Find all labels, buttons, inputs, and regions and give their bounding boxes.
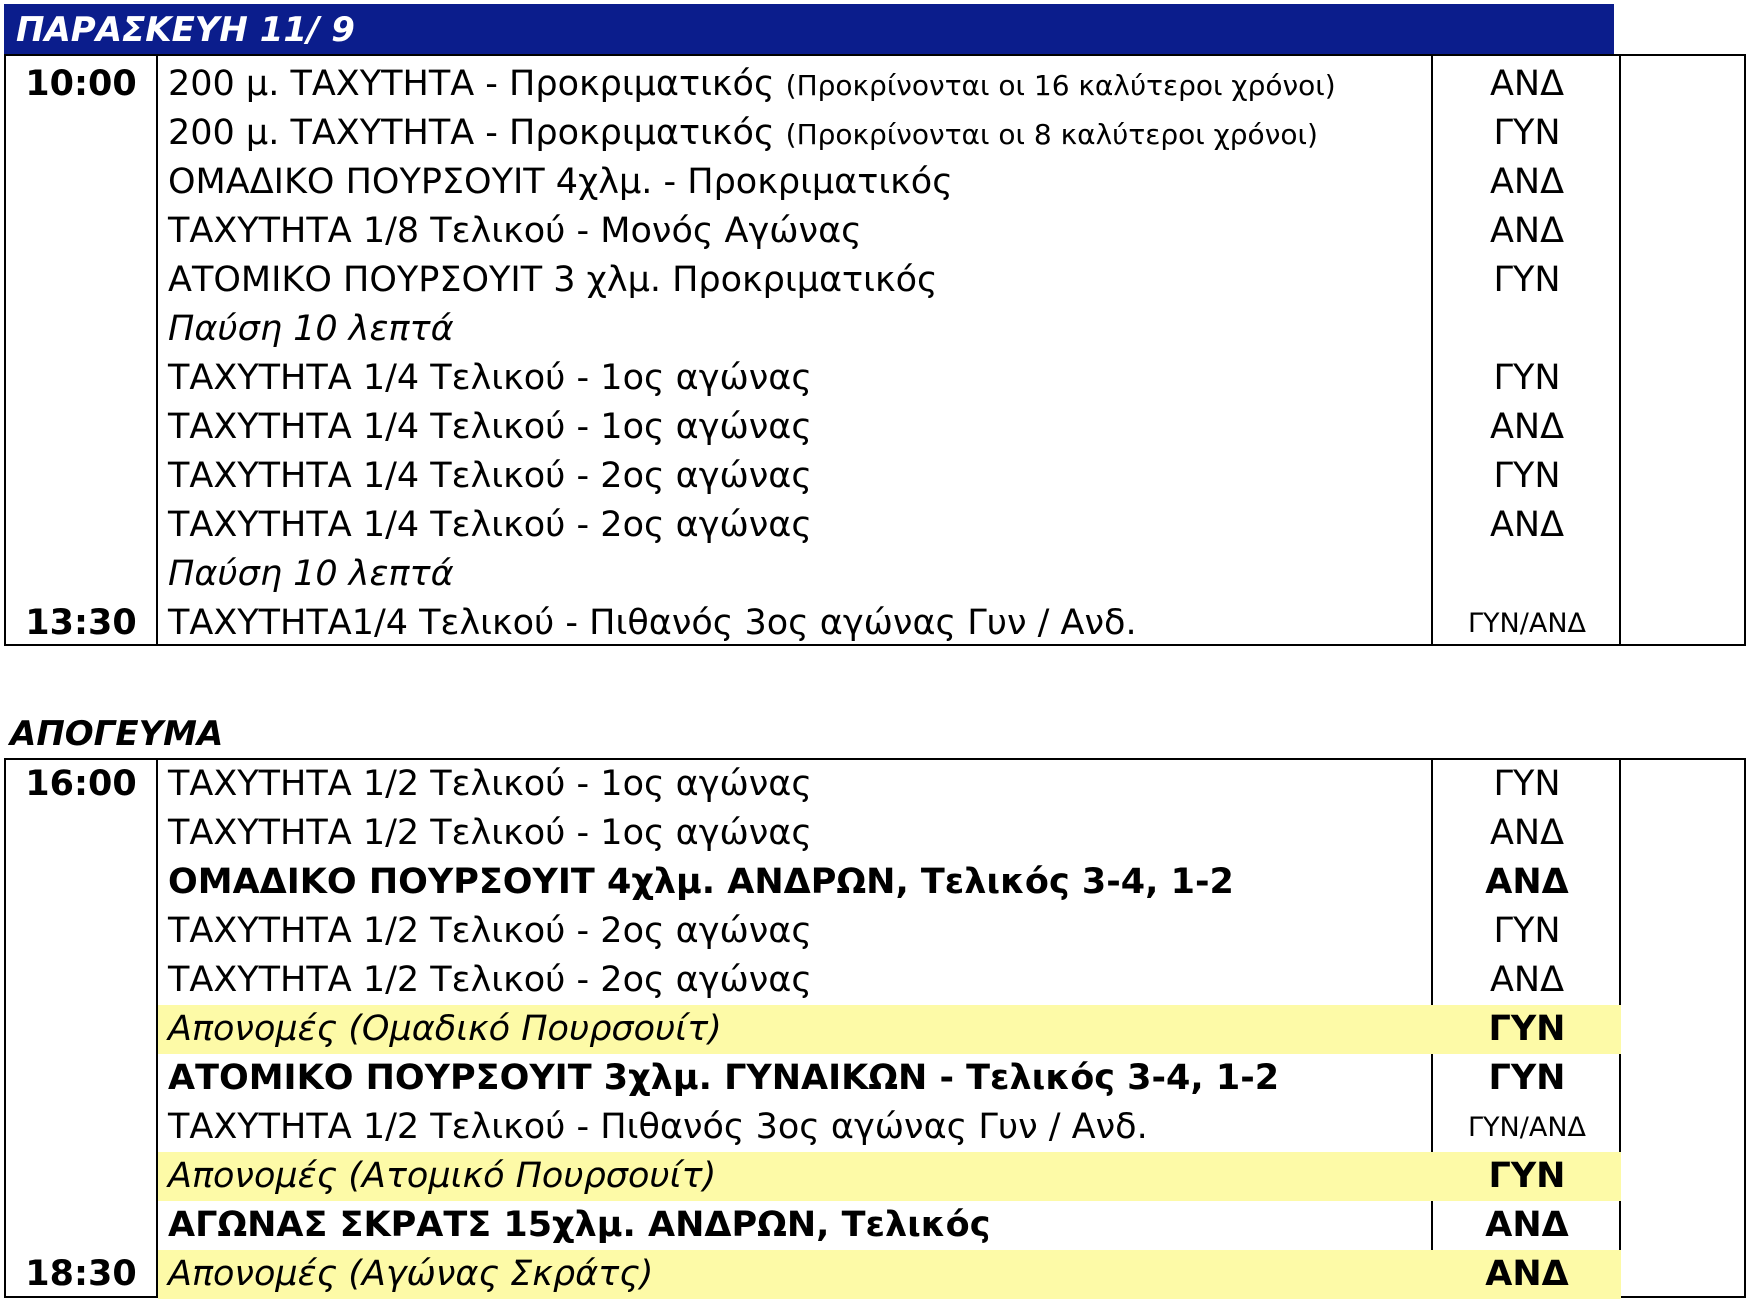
row-gender: ΓΥΝ/ΑΝΔ bbox=[1468, 608, 1586, 639]
event-text: 200 μ. ΤΑΧΥΤΗΤΑ - Προκριματικός bbox=[168, 64, 775, 104]
row-time bbox=[6, 1005, 156, 1054]
row-gender: ΓΥΝ/ΑΝΔ bbox=[1468, 1112, 1586, 1143]
row-event: Απονομές (Ομαδικό Πουρσουίτ) bbox=[158, 1005, 1433, 1054]
schedule-row bbox=[6, 599, 1744, 648]
row-time bbox=[6, 1152, 156, 1201]
row-time bbox=[6, 907, 156, 956]
row-gender: ΓΥΝ bbox=[1493, 911, 1561, 951]
schedule-row bbox=[6, 354, 1744, 403]
schedule-row bbox=[6, 907, 1744, 956]
schedule-row-awards bbox=[6, 1005, 1744, 1054]
row-gender bbox=[1433, 550, 1621, 599]
afternoon-schedule-table bbox=[4, 758, 1746, 1298]
row-gender: ΓΥΝ bbox=[1493, 260, 1561, 300]
schedule-row-final bbox=[6, 1201, 1744, 1250]
schedule-row-awards bbox=[6, 1250, 1744, 1299]
event-note: (Προκρίνονται οι 16 καλύτεροι χρόνοι) bbox=[785, 69, 1336, 102]
schedule-row bbox=[6, 501, 1744, 550]
row-event: ΤΑΧΥΤΗΤΑ1/4 Τελικού - Πιθανός 3ος αγώνας Γυν / Ανδ. bbox=[168, 603, 1137, 643]
row-gender: ΓΥΝ bbox=[1493, 358, 1561, 398]
event-text: 200 μ. ΤΑΧΥΤΗΤΑ - Προκριματικός bbox=[168, 113, 775, 153]
row-event: Παύση 10 λεπτά bbox=[168, 309, 454, 349]
row-time bbox=[6, 354, 156, 403]
row-time bbox=[6, 956, 156, 1005]
row-event: ΤΑΧΥΤΗΤΑ 1/4 Τελικού - 1ος αγώνας bbox=[168, 407, 812, 447]
row-gender: ΑΝΔ bbox=[1489, 211, 1565, 251]
row-time bbox=[6, 809, 156, 858]
row-time bbox=[6, 1054, 156, 1103]
row-gender: ΑΝΔ bbox=[1489, 64, 1565, 104]
row-gender: ΓΥΝ bbox=[1493, 764, 1561, 804]
row-gender: ΓΥΝ bbox=[1433, 1005, 1621, 1054]
row-gender: ΑΝΔ bbox=[1433, 1250, 1621, 1299]
schedule-row-break bbox=[6, 305, 1744, 354]
row-time bbox=[6, 109, 156, 158]
row-time bbox=[6, 256, 156, 305]
row-time bbox=[6, 452, 156, 501]
schedule-row bbox=[6, 207, 1744, 256]
row-event: ΤΑΧΥΤΗΤΑ 1/2 Τελικού - 1ος αγώνας bbox=[168, 764, 812, 804]
row-time bbox=[6, 501, 156, 550]
schedule-row bbox=[6, 109, 1744, 158]
row-event: ΤΑΧΥΤΗΤΑ 1/2 Τελικού - 2ος αγώνας bbox=[168, 911, 812, 951]
day-header: ΠΑΡΑΣΚΕΥΗ 11/ 9 bbox=[4, 4, 1614, 54]
row-event bbox=[158, 109, 1433, 158]
section-title: ΑΠΟΓΕΥΜΑ bbox=[10, 714, 224, 754]
morning-schedule-table bbox=[4, 54, 1746, 646]
schedule-row bbox=[6, 403, 1744, 452]
row-event: ΤΑΧΥΤΗΤΑ 1/8 Τελικού - Μονός Αγώνας bbox=[168, 211, 862, 251]
row-event: ΤΑΧΥΤΗΤΑ 1/2 Τελικού - 1ος αγώνας bbox=[168, 813, 812, 853]
row-time bbox=[6, 1201, 156, 1250]
schedule-row-final bbox=[6, 858, 1744, 907]
row-gender bbox=[1433, 305, 1621, 354]
row-event: Απονομές (Ατομικό Πουρσουίτ) bbox=[158, 1152, 1433, 1201]
schedule-row bbox=[6, 760, 1744, 809]
row-gender: ΑΝΔ bbox=[1489, 813, 1565, 853]
row-gender: ΓΥΝ bbox=[1433, 1152, 1621, 1201]
schedule-row bbox=[6, 809, 1744, 858]
row-time bbox=[6, 403, 156, 452]
schedule-row bbox=[6, 452, 1744, 501]
row-time bbox=[6, 207, 156, 256]
row-time bbox=[6, 158, 156, 207]
schedule-row bbox=[6, 256, 1744, 305]
schedule-row bbox=[6, 1103, 1744, 1152]
row-gender: ΓΥΝ bbox=[1493, 456, 1561, 496]
row-event: ΑΓΩΝΑΣ ΣΚΡΑΤΣ 15χλμ. ΑΝΔΡΩΝ, Τελικός bbox=[168, 1205, 991, 1245]
row-gender: ΑΝΔ bbox=[1485, 862, 1569, 902]
row-event: ΑΤΟΜΙΚΟ ΠΟΥΡΣΟΥΙΤ 3 χλμ. Προκριματικός bbox=[168, 260, 938, 300]
row-gender: ΑΝΔ bbox=[1485, 1205, 1569, 1245]
row-time bbox=[6, 1103, 156, 1152]
row-event: ΤΑΧΥΤΗΤΑ 1/4 Τελικού - 2ος αγώνας bbox=[168, 456, 812, 496]
schedule-row-final bbox=[6, 1054, 1744, 1103]
row-event: ΤΑΧΥΤΗΤΑ 1/4 Τελικού - 1ος αγώνας bbox=[168, 358, 812, 398]
row-event: Απονομές (Αγώνας Σκράτς) bbox=[158, 1250, 1433, 1299]
row-event: ΑΤΟΜΙΚΟ ΠΟΥΡΣΟΥΙΤ 3χλμ. ΓΥΝΑΙΚΩΝ - Τελικός 3-4, 1-2 bbox=[168, 1058, 1280, 1098]
row-gender: ΓΥΝ bbox=[1488, 1058, 1566, 1098]
row-event: ΟΜΑΔΙΚΟ ΠΟΥΡΣΟΥΙΤ 4χλμ. - Προκριματικός bbox=[168, 162, 953, 202]
row-time: 16:00 bbox=[25, 764, 137, 804]
schedule-row bbox=[6, 956, 1744, 1005]
row-gender: ΑΝΔ bbox=[1489, 960, 1565, 1000]
row-event: ΟΜΑΔΙΚΟ ΠΟΥΡΣΟΥΙΤ 4χλμ. ΑΝΔΡΩΝ, Τελικός 3-4, 1-2 bbox=[168, 862, 1234, 902]
row-time bbox=[6, 305, 156, 354]
row-time: 18:30 bbox=[25, 1254, 137, 1294]
row-event: Παύση 10 λεπτά bbox=[168, 554, 454, 594]
schedule-row-break bbox=[6, 550, 1744, 599]
event-note: (Προκρίνονται οι 8 καλύτεροι χρόνοι) bbox=[785, 118, 1318, 151]
row-gender: ΑΝΔ bbox=[1489, 162, 1565, 202]
row-gender: ΑΝΔ bbox=[1489, 505, 1565, 545]
row-event: ΤΑΧΥΤΗΤΑ 1/2 Τελικού - 2ος αγώνας bbox=[168, 960, 812, 1000]
row-gender: ΓΥΝ bbox=[1493, 113, 1561, 153]
row-time: 13:30 bbox=[25, 603, 137, 643]
row-event bbox=[158, 60, 1433, 109]
row-time: 10:00 bbox=[25, 64, 137, 104]
row-event: ΤΑΧΥΤΗΤΑ 1/2 Τελικού - Πιθανός 3ος αγώνας Γυν / Ανδ. bbox=[168, 1107, 1148, 1147]
schedule-row bbox=[6, 158, 1744, 207]
row-time bbox=[6, 550, 156, 599]
schedule-row-awards bbox=[6, 1152, 1744, 1201]
row-time bbox=[6, 858, 156, 907]
schedule-row bbox=[6, 60, 1744, 109]
row-event: ΤΑΧΥΤΗΤΑ 1/4 Τελικού - 2ος αγώνας bbox=[168, 505, 812, 545]
row-gender: ΑΝΔ bbox=[1489, 407, 1565, 447]
